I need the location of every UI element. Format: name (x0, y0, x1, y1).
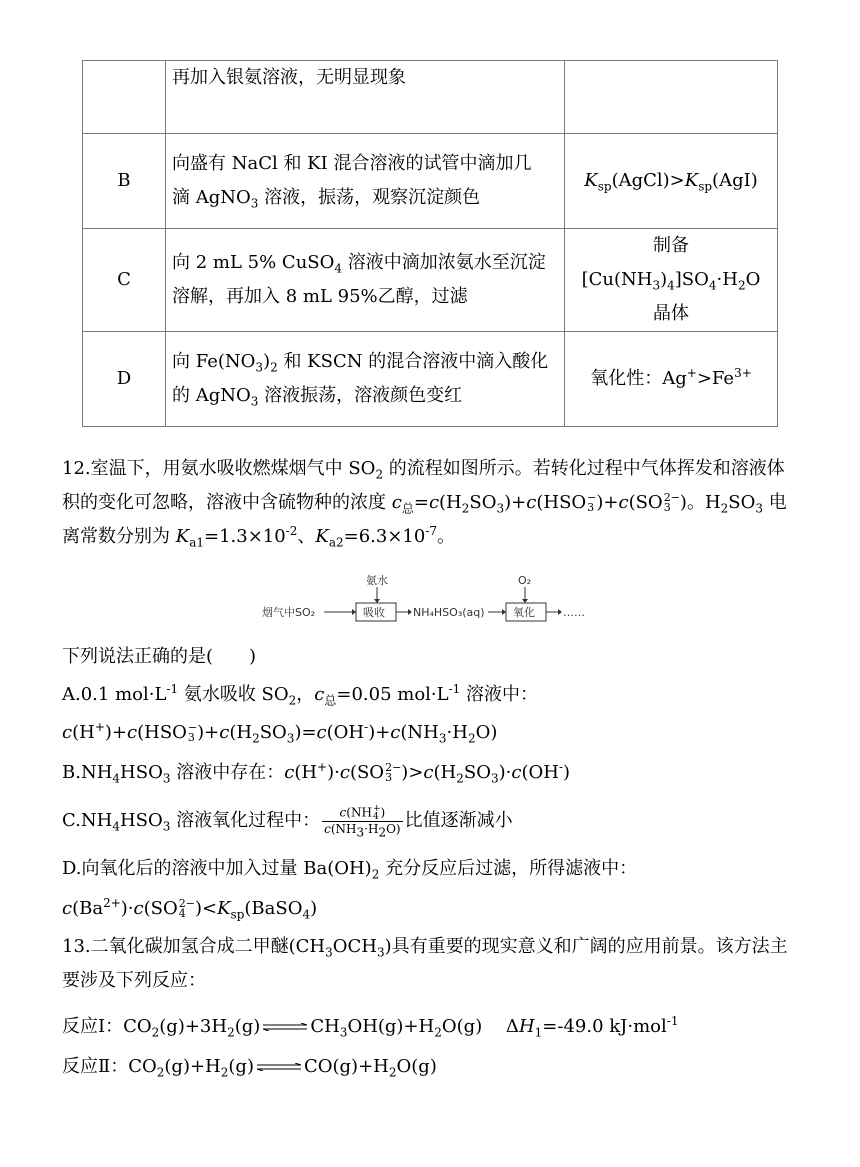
reagent-oxygen: O₂ (518, 574, 532, 587)
flow-diagram (260, 572, 600, 628)
q13-reaction-2: 反应Ⅱ：$CO_2(g)+H_2(g)$ $CO(g)+H_2O(g)$ (62, 1056, 437, 1080)
tail-ellipsis: …… (563, 606, 585, 619)
table-row (83, 61, 778, 134)
equilibrium-arrow-icon (256, 1063, 302, 1071)
q12-option-a-expression: c(H+)+c(HSO − 3 )$+c(H_2SO_3)=c(OH^-)+c(NH_3\cdot H_2O)$ (62, 720, 498, 746)
row-label: C (83, 229, 166, 332)
row-label: D (83, 332, 166, 427)
intermediate-nh4hso3: NH₄HSO₃(aq) (413, 606, 485, 619)
conclusion-cell: 氧化性：$Ag^+>Fe^{3+}$ (565, 332, 778, 427)
q12-stem: 12.室温下，用氨水吸收燃煤烟气中 $SO_2$ 的流程如图所示。若转化过程中气体挥发和溶液体积的变化可忽略，溶液中含硫物种的浓度 $c_总=c(H_2SO_3)+c(HSO$ − 3 )+c(SO 2− 3 )。$H_2SO_3$ 电离常数分别为 $K_{a1}=1.3\times 10^{-2}$、$K_{a2}=6.3\times 10^{-7}$。 (62, 458, 787, 550)
experiment-table (82, 60, 778, 427)
operation-cell: 向盛有 NaCl 和 KI 混合溶液的试管中滴加几 滴 AgNO$_3$ 溶液，振荡，观察沉淀颜色 (166, 134, 565, 229)
input-flue-gas: 烟气中SO₂ (262, 606, 316, 619)
operation-cell: 向 2 mL 5% CuSO$_4$ 溶液中滴加浓氨水至沉淀 溶解，再加入 8 mL 95%乙醇，过滤 (166, 229, 565, 332)
q13-reaction-1: 反应Ⅰ：$CO_2(g)+3H_2(g)$ $CH_3OH(g)+H_2O(g)$ $\Delta H_1=-49.0$ kJ·mol$^{-1}$ (62, 1014, 679, 1040)
conclusion-cell (565, 61, 778, 134)
table-row (83, 332, 778, 427)
step-absorb: 吸收 (363, 606, 385, 619)
row-label: B (83, 134, 166, 229)
reagent-ammonia: 氨水 (366, 574, 388, 587)
q12-option-d: D.向氧化后的溶液中加入过量 $Ba(OH)_2$ 充分反应后过滤，所得滤液中： (62, 858, 638, 882)
q12-option-b: $B.NH_4HSO_3$ 溶液中存在：c(H+)·c(SO 2− 3 )$>c(H_2SO_3)\cdot c(OH^-)$ (62, 760, 571, 786)
operation-cell: 再加入银氨溶液，无明显现象 (166, 61, 565, 134)
table-row (83, 134, 778, 229)
table-row (83, 229, 778, 332)
q12-option-c: $C.NH_4HSO_3$ 溶液氧化过程中： c(NH + 4 ) $c(NH_3\cdot H_2O)$ 比值逐渐减小 (62, 804, 513, 840)
q12-option-d-expression: $c(Ba^{2+})\cdot c(SO$ 2− 4 )$<K_{sp}(BaSO_4)$ (62, 896, 318, 922)
q13-stem: 13.二氧化碳加氢合成二甲醚$(CH_3OCH_3)$具有重要的现实意义和广阔的应用前景。该方法主要涉及下列反应： (62, 936, 788, 991)
ratio-fraction: c(NH + 4 ) $c(NH_3\cdot H_2O)$ (324, 804, 401, 840)
row-label (83, 61, 166, 134)
conclusion-cell: 制备$[Cu(NH_3)_4]SO_4\cdot H_2O$ 晶体 (565, 229, 778, 332)
equilibrium-arrow-icon (262, 1023, 308, 1031)
q12-prompt: 下列说法正确的是( ) (62, 646, 257, 667)
q12-option-a: A.0.1 $mol\cdot L^{-1}$ 氨水吸收 $SO_2$，$c_总=0.05$ $mol\cdot L^{-1}$ 溶液中： (62, 682, 539, 708)
operation-cell: 向 $Fe(NO_3)_2$ 和 KSCN 的混合溶液中滴入酸化 的 AgNO$_3$ 溶液振荡，溶液颜色变红 (166, 332, 565, 427)
step-oxidize: 氧化 (513, 606, 535, 619)
conclusion-cell: $K_{sp}(AgCl)>K_{sp}(AgI)$ (565, 134, 778, 229)
